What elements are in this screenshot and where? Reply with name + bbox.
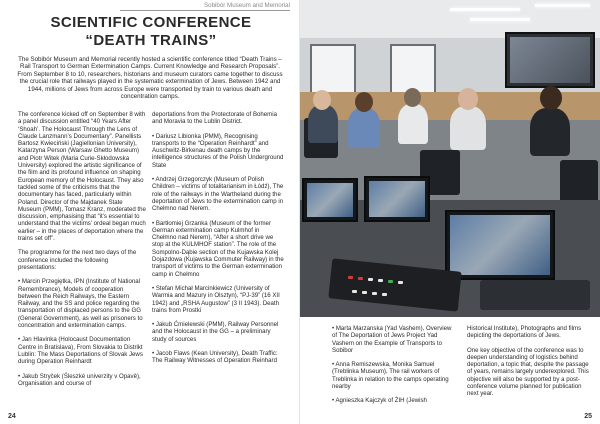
audience-head (313, 90, 331, 110)
right-column-1 (332, 325, 456, 412)
page-number: 25 (584, 413, 592, 420)
audience-member (348, 108, 380, 148)
list-item: • Dariusz Libionka (PMM), Recognising transports to the “Operation Reinhardt” and Auschwitz-Birkenau death camps by the intelligence structures of the Polish Underground State (152, 132, 284, 169)
audience-head (458, 88, 478, 110)
monitor (364, 176, 430, 222)
switcher-button (368, 278, 373, 281)
monitor (445, 210, 555, 280)
list-item: • Marcin Przegiętka, IPN (Institute of National Remembrance), Models of cooperation between the Reich Railways, the Eastern Railway, and the SS and police regarding the transportation of displaced persons to the GG (General Government), as well as prisoners to concentration and extermination camps. (18, 278, 143, 330)
list-item: • Marta Marzanska (Yad Vashem), Overview of The Deportation of Jews Project Yad Vashem on the Example of Transports to Sobibor (332, 325, 452, 354)
list-item: • Jacob Flaws (Kean University), Death Traffic: The Railway Witnesses of Operation Reinhard (152, 350, 278, 365)
switcher-button (362, 291, 367, 294)
ceiling-light (470, 18, 530, 21)
list-item: • Bartłomiej Grzanka (Museum of the former German extermination camp Kulmhof in Chełmno nad Nerem), “After a short drive we stop at the KULMHOF station”. The role of the Sompolno-Dąbie section of the Kujawska Kolej Dojazdowa (Kujawska Commuter Railway) in the transport of victims to the German extermination camp in Chełmno (152, 219, 284, 278)
switcher-button (382, 293, 387, 296)
audience-head (355, 92, 373, 112)
projection-screen (505, 32, 595, 88)
title-line-2: “DEATH TRAINS” (85, 32, 217, 49)
page-title (20, 14, 282, 50)
audience-member (308, 105, 338, 143)
switcher-button (352, 290, 357, 293)
switcher-button (388, 280, 393, 283)
audience-member (398, 104, 428, 144)
left-column-2 (152, 111, 284, 372)
audience-head (404, 88, 421, 107)
paragraph: The programme for the next two days of the conference included the following presentations: (18, 249, 137, 271)
ceiling-light (450, 8, 520, 11)
switcher-button (348, 276, 353, 279)
list-item: • Jakub Stryček (Śleszké univerzity v Opavě), Organisation and course of (18, 372, 141, 387)
switcher-button (378, 279, 383, 282)
conference-photo (300, 0, 600, 317)
right-column-2 (467, 325, 591, 405)
mixer (480, 280, 590, 310)
list-item: • Andrzej Grzegorczyk (Museum of Polish Children – victims of totalitarianism in Łódź), The role of the railways in the Wartheland during the deportation of Jews to the extermination camp in Chełmno nad Nerem. (152, 176, 284, 213)
paragraph: Historical Institute), Photographs and films depicting the deportations of Jews. (467, 325, 582, 340)
switcher-button (398, 281, 403, 284)
paragraph: The conference kicked off on September 8 with a panel discussion entitled “40 Years After ‘Shoah’. The Holocaust Through the Lens of Claude Lanzmann’s Documentary”. Panellists Bartosz Kwieciński (Jagiellonian University), Katarzyna Person (Warsaw Ghetto Museum) and Piotr Witek (Maria Curie-Skłodowska University) explored the artistic significance of the film and its profound influence on shaping European memory of the Holocaust. They also tackled some of the criticisms that the documentary has faced, particularly within Poland. Director of the Majdanek State Museum (PMM), Tomasz Kranz, moderated the discussion, emphasising that “it’s essential to understand that the victims’ ordeal began much earlier – in the places of deportation where the trains set off”. (18, 111, 146, 243)
ceiling-light (535, 4, 590, 7)
page-number: 24 (8, 413, 16, 420)
audience-member (530, 108, 570, 156)
audience-head (540, 86, 562, 110)
right-page (300, 0, 600, 424)
list-item: • Jakub Ćmielewski (PMM), Railway Personnel and the Holocaust in the GG – a preliminary study of sources (152, 321, 279, 343)
left-column-1 (18, 111, 146, 394)
paragraph: One key objective of the conference was to deepen understanding of logistics behind deportation, a topic that, despite the passage of years, remains largely underexplored. This objective will also be supported by a post-conference volume planned for publication next year. (467, 346, 589, 398)
switcher-button (358, 277, 363, 280)
title-line-1: SCIENTIFIC CONFERENCE (50, 14, 252, 31)
list-item: • Agnieszka Kajczyk of ŻIH (Jewish (332, 397, 427, 405)
list-item: • Jan Hlavinka (Holocaust Documentation Centre in Bratislava), From Slovakia to Distrikt Lublin: The Mass Deportations of Slovak Jews during Operation Reinhardt (18, 336, 143, 366)
list-item: • Anna Remiszewska, Monika Samuel (Treblinka Museum), The rail workers of Treblinka in relation to the camps operating nearby (332, 361, 449, 391)
switcher-button (372, 292, 377, 295)
audience-member (450, 106, 486, 150)
list-item: • Stefan Michał Marcinkiewicz (University of Warmia and Mazury in Olsztyn), “PJ-39” (16 XII 1942) and „RSHA Augustow” (3 II 1943). Death trains from Prostki (152, 284, 280, 314)
monitor (302, 178, 358, 222)
paragraph: deportations from the Protectorate of Bohemia and Moravia to the Lublin District. (152, 111, 277, 126)
intro-paragraph: The Sobibór Museum and Memorial recently hosted a scientific conference titled “Death Trains – Rail Transport to German Extermination Camps. Current Knowledge and Research Proposals”. From September 8 to 10, researchers, historians and museum curators came together to discuss the crucial role that railways played in the systematic extermination of Jews. Between 1942 and 1944, millions of Jews from across Europe were transported by train to various death and concentration camps. (17, 56, 283, 101)
running-header: Sobibór Museum and Memorial (120, 2, 290, 11)
